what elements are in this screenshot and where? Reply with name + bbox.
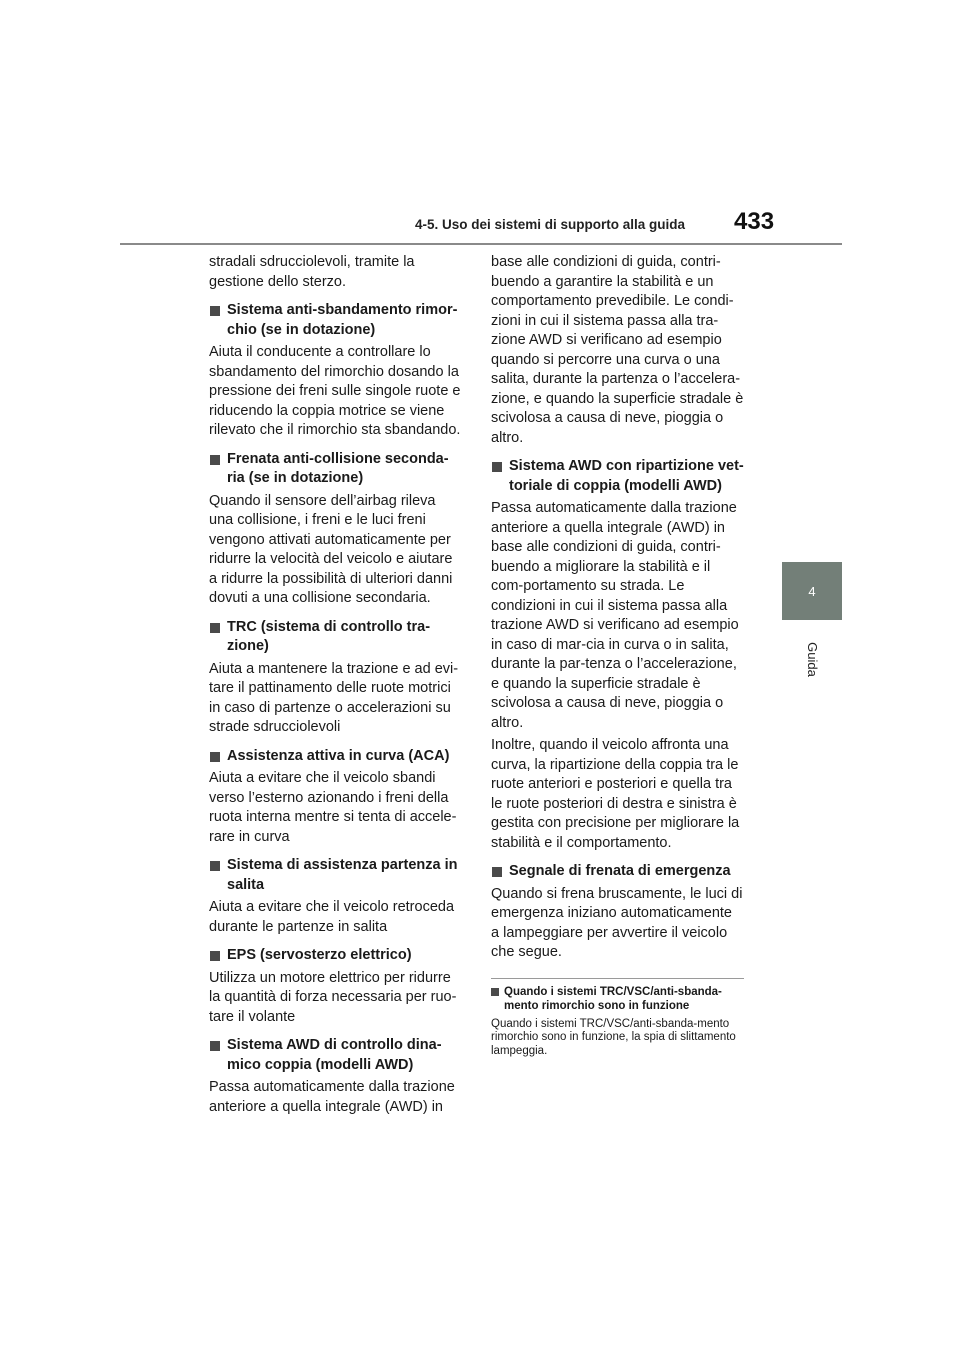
section-heading: Sistema AWD con ripartizione vet-toriale di coppia (modelli AWD) [491, 457, 744, 496]
paragraph: Quando il sensore dell’airbag rileva una collisione, i freni e le luci freni vengono attivati automaticamente per ridurre la velocità del veicolo e aiutare a ridurre la possibilità di ulteriori danni dovuti a una collisione secondaria. [209, 492, 453, 606]
chapter-label-text: Guida [804, 641, 820, 677]
paragraph: Utilizza un motore elettrico per ridurre la quantità di forza necessaria per ruo-tare il volante [209, 969, 457, 1025]
section-heading: Assistenza attiva in curva (ACA) [209, 747, 462, 767]
paragraph: Aiuta a evitare che il veicolo sbandi verso l’esterno azionando i freni della ruota interna mentre si tenta di accele-rare in curva [209, 770, 457, 845]
page-number: 433 [734, 208, 775, 235]
paragraph: Inoltre, quando il veicolo affronta una curva, la ripartizione della coppia tra le ruote anteriori e posteriori e quella tra le ruote posteriori di destra e sinistra è gestita con precisione per migliorare la stabilità e il comportamento. [491, 737, 740, 851]
left-column [209, 253, 462, 1120]
paragraph: Passa automaticamente dalla trazione anteriore a quella integrale (AWD) in base alle condizioni di guida, contri-buendo a migliorare la stabilità e il com-portamento su strada. Le condizioni in cui il sistema passa alla trazione AWD si verificano ad esempio in caso di mar-cia in curva o in salita, durante la par-tenza o l’accelerazione, e quando la superficie stradale è scivolosa a causa di neve, pioggia o altro. [491, 500, 739, 731]
section-heading: Frenata anti-collisione seconda-ria (se in dotazione) [209, 450, 462, 489]
paragraph: Aiuta a evitare che il veicolo retroceda durante le partenze in salita [209, 899, 455, 935]
paragraph: Aiuta a mantenere la trazione e ad evi-tare il pattinamento delle ruote motrici in caso di partenze o accelerazioni su strade sdrucciolevoli [209, 660, 459, 735]
chapter-number: 4 [808, 583, 816, 599]
paragraph: Aiuta il conducente a controllare lo sbandamento del rimorchio dosando la pressione dei freni sulle singole ruote e riducendo la coppia motrice se viene rilevato che il rimorchio sta sbandando. [209, 344, 461, 438]
section-heading: Sistema anti-sbandamento rimor-chio (se in dotazione) [209, 301, 462, 340]
section-title: 4-5. Uso dei sistemi di supporto alla guida [415, 217, 686, 232]
paragraph: Passa automaticamente dalla trazione anteriore a quella integrale (AWD) in [209, 1079, 455, 1115]
section-heading: TRC (sistema di controllo tra-zione) [209, 618, 462, 657]
chapter-tab [782, 562, 842, 620]
paragraph: Quando si frena bruscamente, le luci di emergenza iniziano automaticamente a lampeggiare per avvertire il veicolo che segue. [491, 885, 743, 960]
section-heading: EPS (servosterzo elettrico) [209, 946, 462, 966]
note-text: Quando i sistemi TRC/VSC/anti-sbanda-mento rimorchio sono in funzione, la spia di slittamento lampeggia. [491, 1017, 736, 1057]
paragraph: base alle condizioni di guida, contri-buendo a garantire la stabilità e un comportamento prevedibile. Le condi-zioni in cui il sistema passa alla tra-zione AWD si verificano ad esempio quando si percorre una curva o una salita, durante la partenza o l’accelera-zione, e quando la superficie stradale è scivolosa a causa di neve, pioggia o altro. [491, 254, 744, 446]
chapter-label [776, 628, 848, 690]
section-heading: Segnale di frenata di emergenza [491, 862, 744, 882]
paragraph: stradali sdrucciolevoli, tramite la gestione dello sterzo. [209, 254, 415, 290]
header-divider [120, 243, 842, 245]
section-heading: Sistema AWD di controllo dina-mico coppia (modelli AWD) [209, 1036, 462, 1075]
section-heading: Sistema di assistenza partenza in salita [209, 856, 462, 895]
right-column [491, 253, 744, 1058]
note-heading: Quando i sistemi TRC/VSC/anti-sbanda-mento rimorchio sono in funzione [491, 985, 744, 1013]
note-divider [491, 978, 744, 979]
